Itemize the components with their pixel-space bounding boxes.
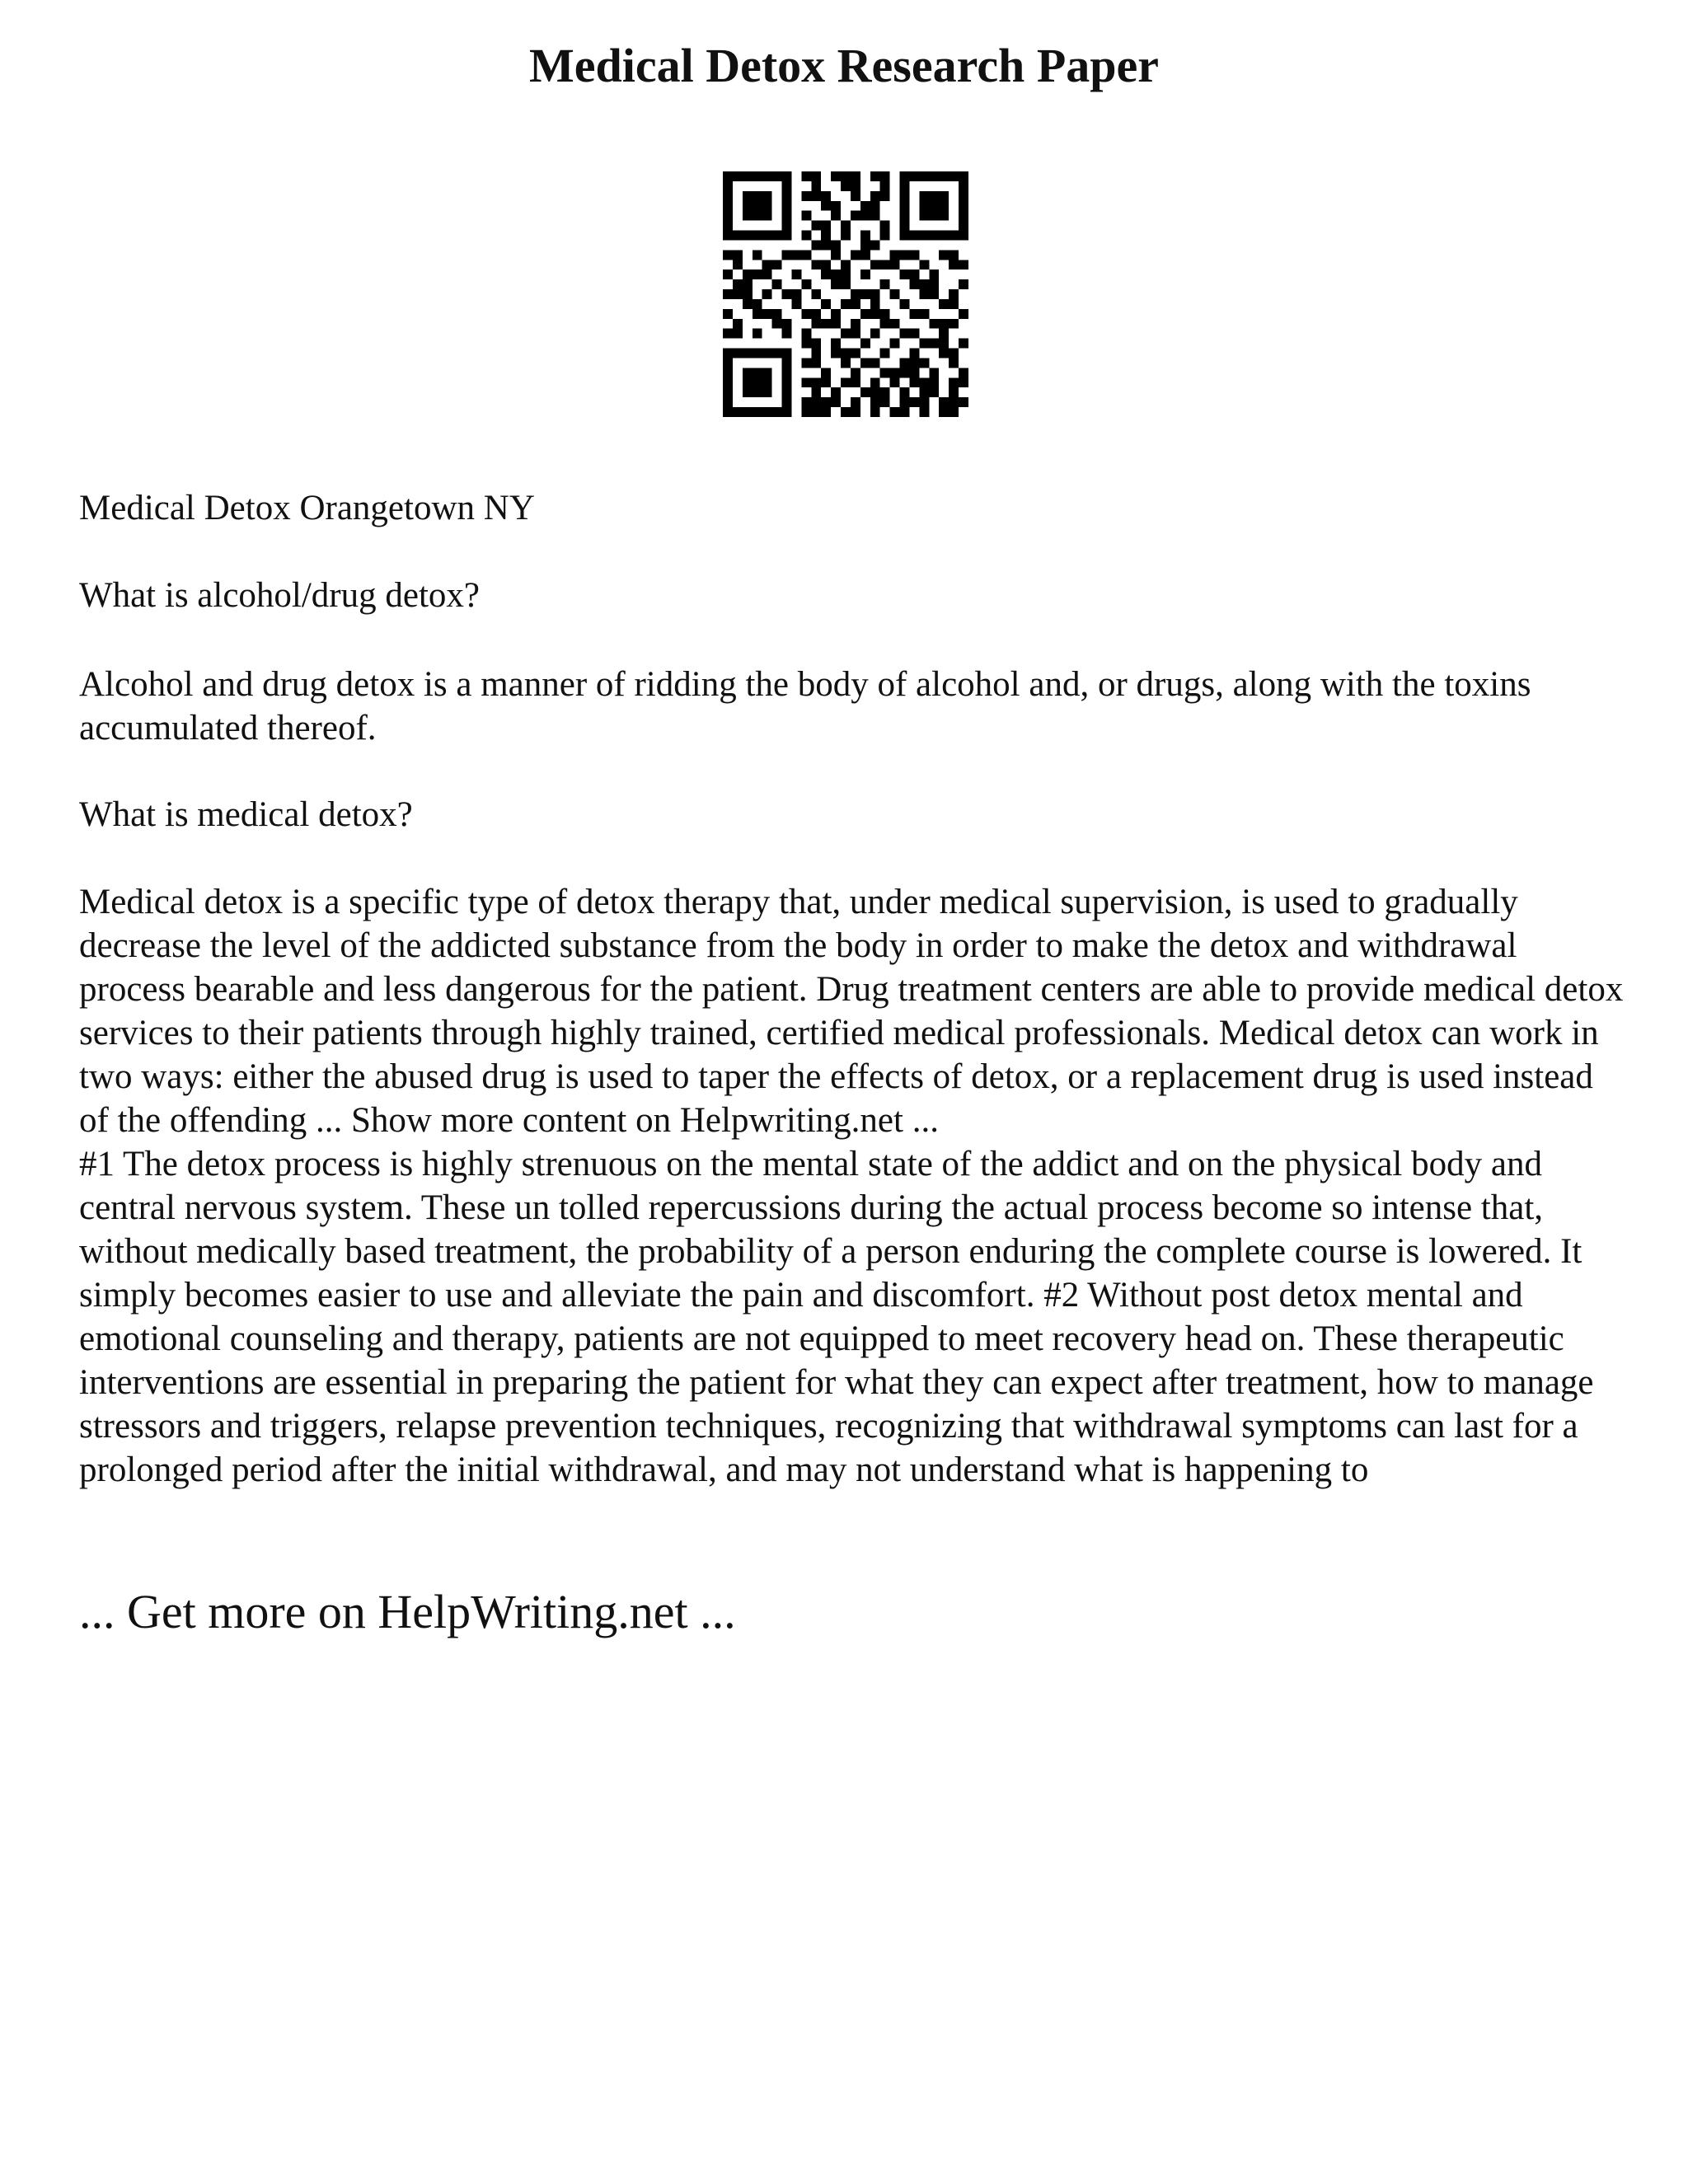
question-alcohol-drug-detox: What is alcohol/drug detox? (79, 576, 480, 615)
document-subtitle: Medical Detox Orangetown NY (79, 489, 535, 527)
answer-alcohol-drug-detox: Alcohol and drug detox is a manner of ridding the body of alcohol and, or drugs, along with the toxins accumulated thereof. (79, 665, 1531, 748)
answer-medical-detox: Medical detox is a specific type of detox therapy that, under medical supervision, is used to gradually decrease the level of the addicted substance from the body in order to make the detox and withdrawal process bearable and less dangerous for the patient. Drug treatment centers are able to provide medical detox services to their patients through highly trained, certified medical professionals. Medical detox can work in two ways: either the abused drug is used to taper the effects of detox, or a replacement drug is used instead of the offending ... Show more content on Helpwriting.net ... (79, 883, 1624, 1140)
body-paragraph: #1 The detox process is highly strenuous on the mental state of the addict and on the physical body and central nervous system. These un tolled repercussions during the actual process become so intense that, without medically based treatment, the probability of a person enduring the complete course is lowered. It simply becomes easier to use and alleviate the pain and discomfort. #2 Without post detox mental and emotional counseling and therapy, patients are not equipped to meet recovery head on. These therapeutic interventions are essential in preparing the patient for what they can expect after treatment, how to manage stressors and triggers, relapse prevention techniques, recognizing that withdrawal symptoms can last for a prolonged period after the initial withdrawal, and may not understand what is happening to (79, 1145, 1594, 1489)
get-more-link[interactable]: ... Get more on HelpWriting.net ... (79, 1585, 736, 1638)
qr-code-icon (723, 171, 968, 417)
page-title: Medical Detox Research Paper (529, 39, 1159, 92)
question-medical-detox: What is medical detox? (79, 795, 413, 834)
